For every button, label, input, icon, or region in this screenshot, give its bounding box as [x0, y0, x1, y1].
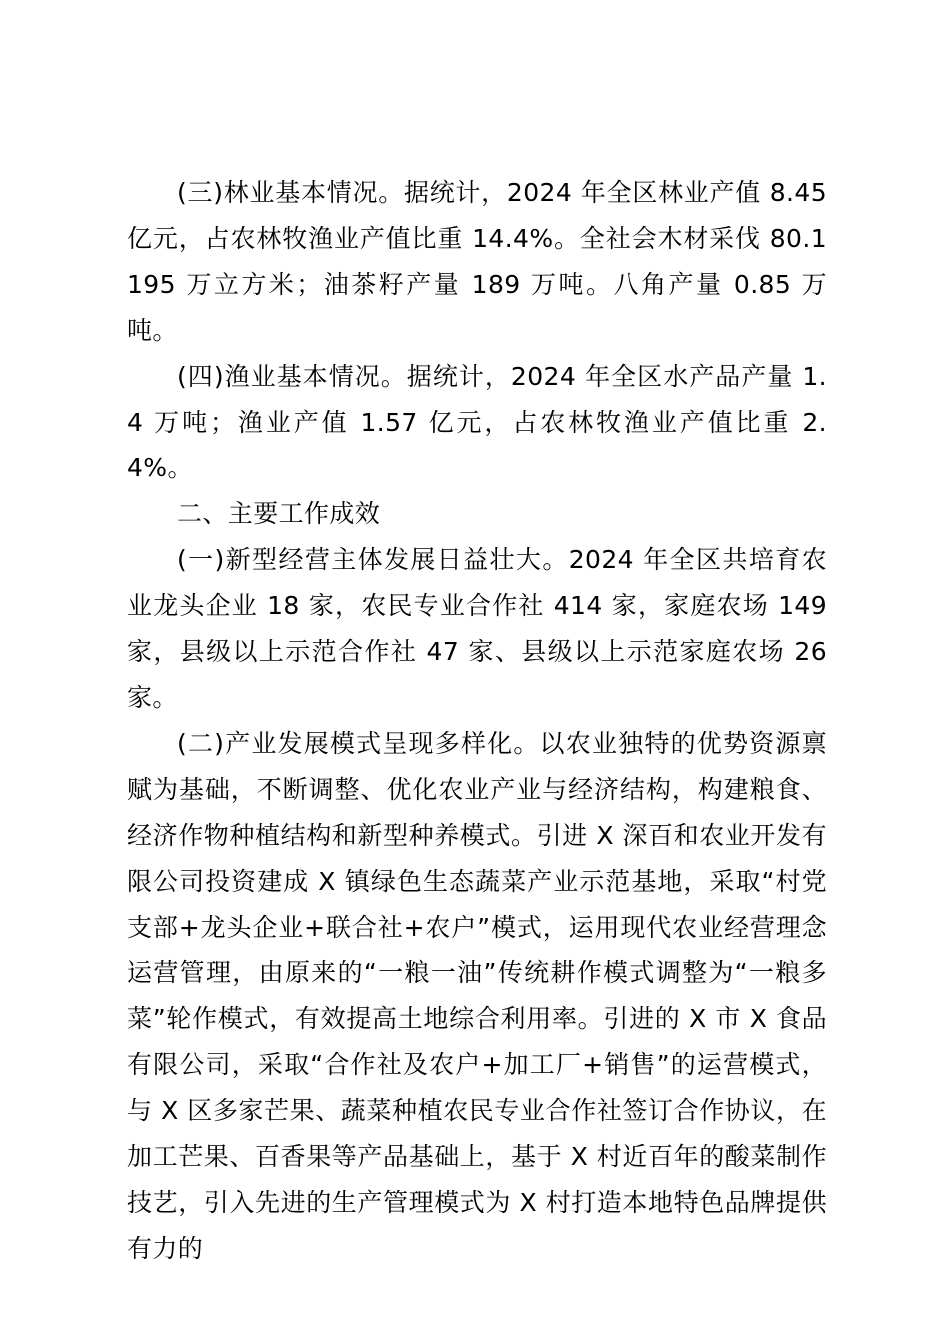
paragraph-industry-models: (二)产业发展模式呈现多样化。以农业独特的优势资源禀赋为基础，不断调整、优化农业产业与经济结构，构建粮食、经济作物种植结构和新型种养模式。引进 X 深百和农业开发有限公司投资建成 X 镇绿色生态蔬菜产业示范基地，采取“村党支部+龙头企业+联合社+农户”模式，运用现代农业经营理念运营管理，由原来的“一粮一油”传统耕作模式调整为“一粮多菜”轮作模式，有效提高土地综合利用率。引进的 X 市 X 食品有限公司，采取“合作社及农户+加工厂+销售”的运营模式，与 X 区多家芒果、蔬菜种植农民专业合作社签订合作协议，在加工芒果、百香果等产品基础上，基于 X 村近百年的酸菜制作技艺，引入先进的生产管理模式为 X 村打造本地特色品牌提供有力的: [127, 728, 827, 1263]
paragraph-fishery: (四)渔业基本情况。据统计，2024 年全区水产品产量 1.4 万吨；渔业产值 1.57 亿元，占农林牧渔业产值比重 2.4%。: [127, 361, 827, 483]
document-body: [127, 170, 827, 1272]
paragraph-business-entities: (一)新型经营主体发展日益壮大。2024 年全区共培育农业龙头企业 18 家，农民专业合作社 414 家，家庭农场 149 家，县级以上示范合作社 47 家、县级以上示范家庭农场 26 家。: [127, 545, 827, 712]
section-heading-achievements: 二、主要工作成效: [177, 499, 381, 529]
paragraph-forestry: (三)林业基本情况。据统计，2024 年全区林业产值 8.45 亿元，占农林牧渔业产值比重 14.4%。全社会木材采伐 80.1195 万立方米；油茶籽产量 189 万吨。八角产量 0.85 万吨。: [127, 178, 827, 345]
